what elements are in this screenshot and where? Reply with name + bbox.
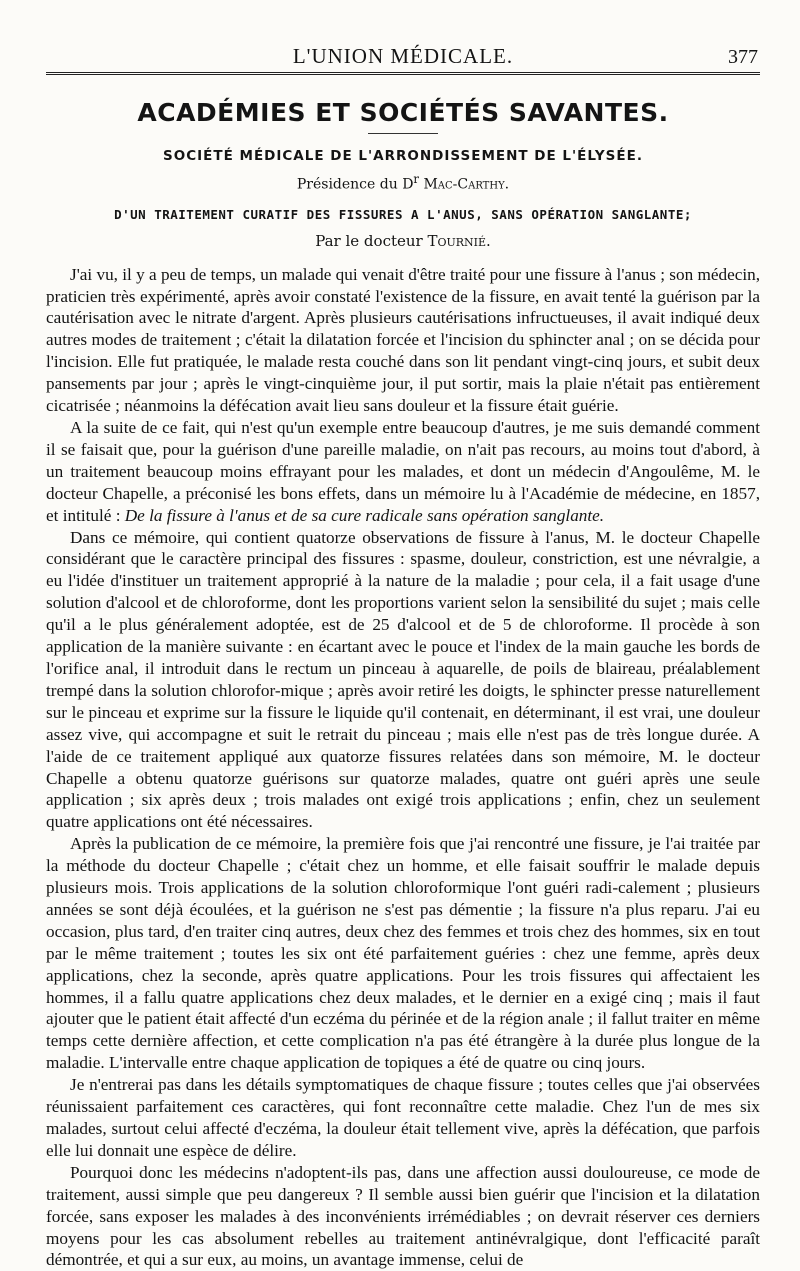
paragraph-2 (46, 417, 760, 527)
section-title: ACADÉMIES ET SOCIÉTÉS SAVANTES. (137, 98, 669, 127)
presidence-sup: r (413, 172, 419, 186)
society-heading: SOCIÉTÉ MÉDICALE DE L'ARRONDISSEMENT DE L'ÉLYSÉE. (163, 148, 643, 164)
president-name: Mac-Carthy. (423, 176, 510, 193)
header-rule (46, 72, 760, 75)
title-rule (368, 133, 438, 134)
paragraph-5: Je n'entrerai pas dans les détails symptomatiques de chaque fissure ; toutes celles que j'ai observées réunissaient parfaitement ces caractères, qui font reconnaître cette maladie. Chez l'un de mes six malades, surtout celui affecté d'eczéma, la douleur était tellement vive, après la défécation, que parfois elle lui donnait une espèce de délire. (46, 1075, 760, 1160)
page-number: 377 (728, 46, 758, 68)
running-header (46, 0, 760, 70)
author-name: Tournié. (427, 231, 491, 250)
presidence-prefix: Présidence du D (296, 176, 414, 193)
paragraph-6: Pourquoi donc les médecins n'adoptent-ils pas, dans une affection aussi douloureuse, ce mode de traitement, aussi simple que peu dangereux ? Il semble aussi bien guérir que l'incision et la dilatation forcée, sans exposer les malades à des inconvénients irrémédiables ; on devrait réserver ces derniers moyens pour les cas absolument rebelles au traitement antinévralgique, dont l'efficacité paraît démontrée, et qui a sur eux, au moins, un avantage immense, celui de (46, 1162, 760, 1270)
journal-title: L'UNION MÉDICALE. (292, 44, 514, 68)
paragraph-3: Dans ce mémoire, qui contient quatorze observations de fissure à l'anus, M. le docteur Chapelle considérant que le caractère principal des fissures : spasme, douleur, constriction, est une névralgie, a eu l'idée d'instituer un traitement approprié à la nature de la maladie ; pour cela, il a fait usage d'une solution d'alcool et de chloroforme, dont les proportions varient selon la sensibilité du sujet ; mais celle qu'il a le plus généralement adoptée, est de 25 d'alcool et de 5 de chloroforme. Il procède à son application de la manière suivante : en écartant avec le pouce et l'index de la main gauche les bords de l'orifice anal, il introduit dans le rectum un pinceau à aquarelle, de poils de blaireau, préalablement trempé dans la solution chlorofor-mique ; après avoir retiré les doigts, le sphincter presse naturellement sur le pinceau et exprime sur la fissure le liquide qu'il contenait, en déterminant, il est vrai, une douleur assez vive, qui accompagne et suit le retrait du pinceau ; mais elle n'est pas de très longue durée. A l'aide de ce traitement appliqué aux quatorze fissures relatées dans son mémoire, M. le docteur Chapelle a obtenu quatorze guérisons sur quatorze malades, quatre ont guéri après une seule application ; six après deux ; trois malades ont exigé trois applications ; enfin, chez un seulement quatre applications ont été nécessaires. (46, 527, 760, 832)
article-body (46, 264, 760, 1271)
author-line (46, 232, 760, 250)
paper-title: D'UN TRAITEMENT CURATIF DES FISSURES A L'ANUS, SANS OPÉRATION SANGLANTE; (114, 206, 692, 222)
paragraph-2-text: A la suite de ce fait, qui n'est qu'un exemple entre beaucoup d'autres, je me suis demandé comment il se faisait que, pour la guérison d'une pareille maladie, on n'ait pas recours, au moins tout d'abord, à un traitement beaucoup moins effrayant pour les malades, et dont un médecin d'Angoulême, M. le docteur Chapelle, a préconisé les bons effets, dans un mémoire lu à l'Académie de médecine, en 1857, et intitulé : (46, 418, 760, 525)
author-prefix: Par le docteur (315, 231, 428, 250)
presidence-line (46, 172, 760, 193)
memoir-title: De la fissure à l'anus et de sa cure radicale sans opération sanglante. (124, 505, 605, 525)
paragraph-1: J'ai vu, il y a peu de temps, un malade qui venait d'être traité pour une fissure à l'anus ; son médecin, praticien très expérimenté, après avoir constaté l'existence de la fissure, en avait tenté la guérison par la cautérisation avec le nitrate d'argent. Après plusieurs cautérisations infructueuses, il avait indiqué deux autres modes de traitement ; c'était la dilatation forcée et l'incision du sphincter anal ; on se décida pour l'incision. Elle fut pratiquée, le malade resta couché dans son lit pendant vingt-cinq jours, et subit deux pansements par jour ; après le vingt-cinquième jour, il put sortir, mais la plaie n'était pas entièrement cicatrisée ; néanmoins la défécation avait lieu sans douleur et la fissure était guérie. (46, 264, 760, 416)
paragraph-4: Après la publication de ce mémoire, la première fois que j'ai rencontré une fissure, je l'ai traitée par la méthode du docteur Chapelle ; c'était chez un homme, et elle faisait souffrir le malade depuis plusieurs mois. Trois applications de la solution chloroformique l'ont guéri radi-calement ; plusieurs années se sont déjà écoulées, et la guérison ne s'est pas démentie ; la fissure n'a plus reparu. J'ai eu occasion, plus tard, d'en traiter cinq autres, deux chez des femmes et trois chez des hommes, six en tout par le même traitement ; toutes les six ont été parfaitement guéries : chez une femme, après deux applications, chez la seconde, après quatre applications. Pour les trois fissures qui affectaient les hommes, il a fallu quatre applications chez deux malades, et le dernier en a exigé cinq ; mais il faut ajouter que le patient était affecté d'un eczéma du périnée et de la région anale ; il fallut traiter en même temps cette dernière affection, et cette complication n'a pas été étrangère à la durée plus longue de la maladie. L'intervalle entre chaque application de topiques a été de quatre ou cinq jours. (46, 834, 760, 1073)
